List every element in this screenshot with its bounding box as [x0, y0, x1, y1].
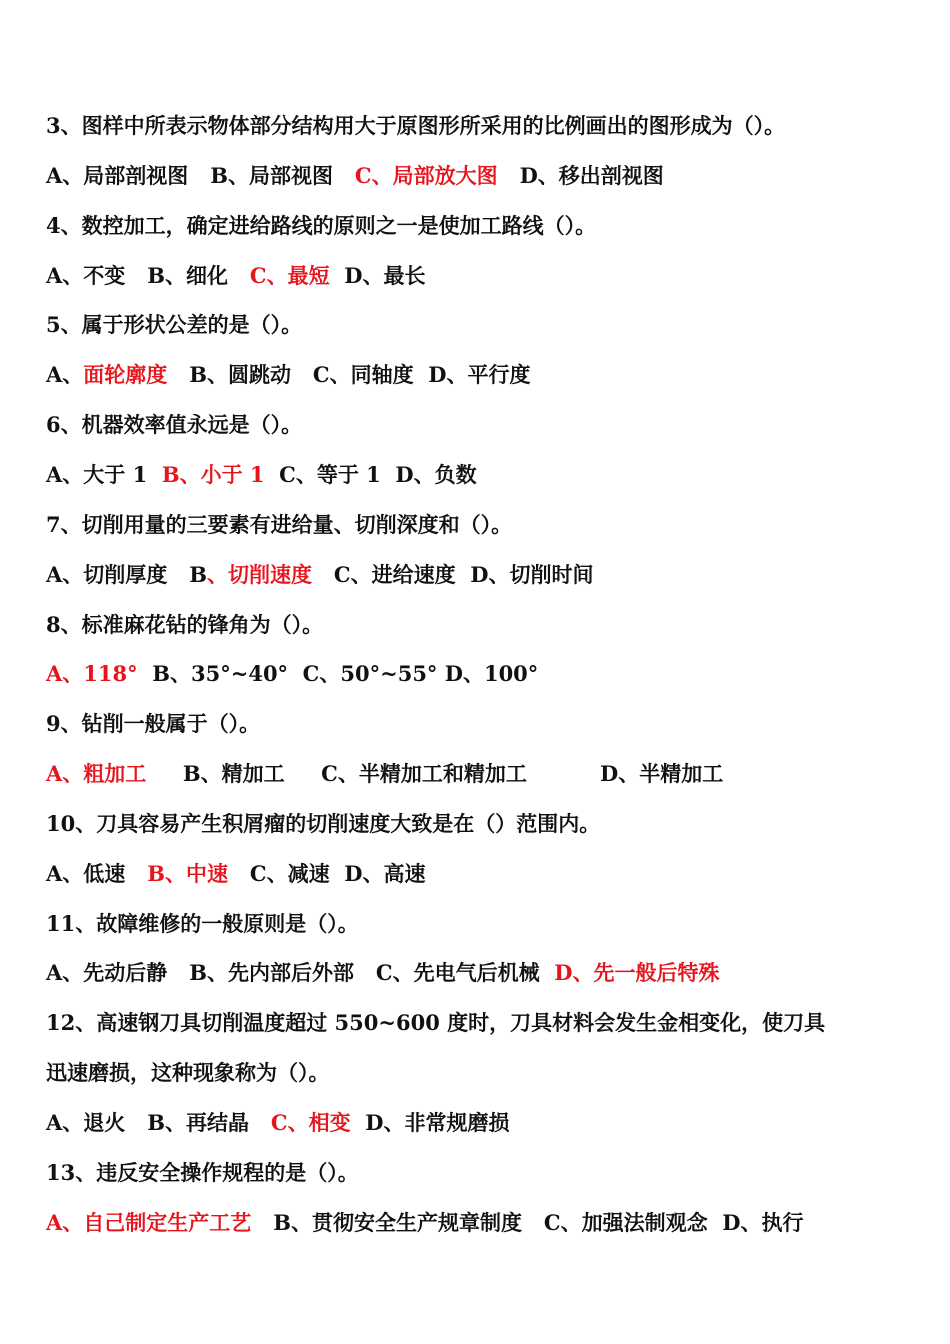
question-text: A、低速 [46, 860, 148, 886]
question-text: B、精加工 C、半精加工和精加工 D、半精加工 [146, 761, 724, 787]
question-text: B、圆跳动 C、同轴度 D、平行度 [167, 362, 531, 388]
question-text: A、退火 B、再结晶 [46, 1110, 271, 1135]
question-text: 10、刀具容易产生积屑瘤的切削速度大致是在（）范围内。 [46, 810, 601, 836]
text-line [46, 359, 530, 391]
text-line [46, 1107, 509, 1139]
question-text: A、大于 1 [46, 461, 162, 487]
question-text: 8、标准麻花钻的锋角为（）。 [46, 611, 324, 637]
question-text: A、不变 B、细化 [46, 262, 250, 288]
answer-text: A、自己制定生产工艺 [46, 1209, 252, 1235]
text-line [46, 260, 425, 292]
question-text: A、切削厚度 B [46, 561, 207, 587]
question-text: 13、违反安全操作规程的是（）。 [46, 1159, 359, 1185]
text-line [46, 509, 512, 541]
question-text: D、移出剖视图 [497, 162, 664, 188]
question-text: 7、切削用量的三要素有进给量、切削深度和（）。 [46, 511, 513, 537]
text-line [46, 1057, 330, 1089]
text-line [46, 559, 593, 591]
text-line [46, 309, 302, 341]
text-line [46, 957, 719, 989]
text-line [46, 160, 664, 192]
question-text: A、局部剖视图 B、局部视图 [46, 162, 355, 188]
question-text: 迅速磨损，这种现象称为（）。 [46, 1060, 330, 1086]
answer-text: D、先一般后特殊 [554, 960, 720, 986]
question-text: 6、机器效率值永远是（）。 [46, 412, 303, 438]
question-text: C、进给速度 D、切削时间 [311, 561, 594, 587]
text-line [46, 1157, 359, 1189]
question-text: B、贯彻安全生产规章制度 C、加强法制观念 D、执行 [251, 1209, 804, 1235]
question-text: 12、高速钢刀具切削温度超过 550~600 度时，刀具材料会发生金相变化，使刀具 [46, 1010, 826, 1036]
question-text: A、 [46, 362, 84, 388]
answer-text: A、118° [46, 661, 138, 687]
text-line [46, 210, 596, 242]
question-text: 9、钻削一般属于（）。 [46, 711, 261, 737]
question-text: C、等于 1 D、负数 [264, 461, 477, 487]
text-line [46, 908, 359, 940]
text-line [46, 609, 323, 641]
text-line [46, 459, 477, 491]
answer-text: B、中速 [147, 860, 228, 886]
question-text: 3、图样中所表示物体部分结构用大于原图形所采用的比例画出的图形成为（）。 [46, 113, 786, 138]
question-text: C、减速 D、高速 [227, 860, 426, 886]
answer-text: B、小于 1 [161, 461, 265, 487]
text-line [46, 1007, 825, 1039]
answer-text: C、相变 [270, 1110, 351, 1135]
text-line [46, 409, 302, 441]
question-text: B、35°~40° C、50°~55° D、100° [137, 661, 539, 687]
text-line [46, 708, 260, 740]
answer-text: C、最短 [249, 262, 330, 288]
text-line [46, 658, 538, 690]
answer-text: 、切削速度 [206, 561, 312, 587]
text-line [46, 758, 723, 790]
text-line [46, 110, 785, 142]
question-text: 5、属于形状公差的是（）。 [46, 312, 303, 338]
text-line [46, 858, 425, 890]
answer-text: 面轮廓度 [83, 362, 168, 388]
question-text: 11、故障维修的一般原则是（）。 [46, 910, 359, 936]
text-line [46, 808, 600, 840]
answer-text: A、粗加工 [46, 761, 147, 787]
question-text: D、最长 [329, 262, 426, 288]
question-text: 4、数控加工，确定进给路线的原则之一是使加工路线（）。 [46, 212, 597, 238]
question-text: D、非常规磨损 [350, 1110, 510, 1135]
question-text: A、先动后静 B、先内部后外部 C、先电气后机械 [46, 960, 555, 986]
answer-text: C、局部放大图 [354, 162, 498, 188]
text-line [46, 1207, 803, 1239]
